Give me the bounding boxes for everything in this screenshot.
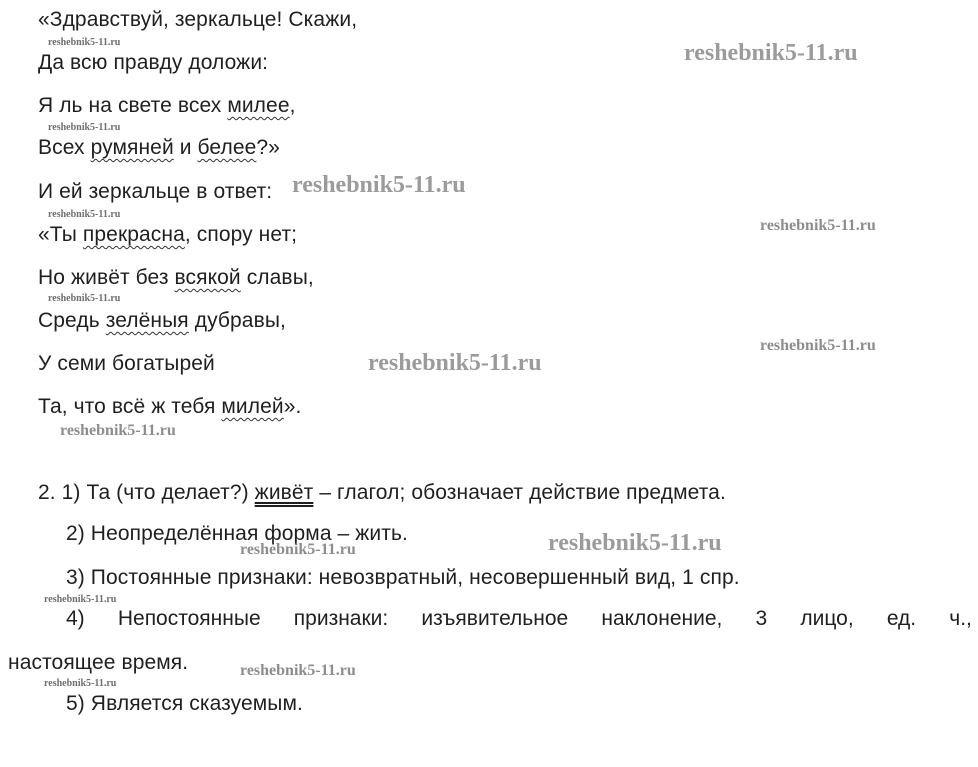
- analysis-item-4: [66, 607, 972, 631]
- text: ,: [289, 94, 296, 117]
- underlined-word: прекрасна: [82, 223, 185, 246]
- analysis-item-5: 5) Является сказуемым.: [66, 692, 303, 715]
- analysis-item-2: 2) Неопределённая форма – жить.: [66, 522, 408, 545]
- analysis-item-1: [38, 481, 726, 505]
- underlined-word: милее: [227, 94, 290, 117]
- poem-line-9: У семи богатырей: [38, 352, 215, 375]
- word: 4): [66, 607, 85, 630]
- watermark: reshebnik5-11.ru: [684, 40, 858, 66]
- word: ч.,: [949, 607, 972, 630]
- watermark: reshebnik5-11.ru: [48, 293, 121, 304]
- predicate-word: живёт: [254, 481, 314, 504]
- text: и: [173, 136, 198, 159]
- poem-line-3: [38, 94, 296, 118]
- poem-line-5: И ей зеркальце в ответ:: [38, 180, 273, 203]
- text: 2. 1) Та (что делает?): [38, 481, 255, 504]
- text: Я ль на свете всех: [38, 94, 228, 117]
- underlined-word: милей: [221, 395, 284, 418]
- poem-line-2: Да всю правду доложи:: [38, 51, 269, 74]
- text: Всех: [38, 136, 91, 159]
- text: ?»: [256, 136, 280, 159]
- underlined-word: всякой: [174, 266, 241, 289]
- watermark: reshebnik5-11.ru: [240, 662, 356, 679]
- poem-line-7: [38, 266, 314, 290]
- watermark: reshebnik5-11.ru: [760, 217, 876, 234]
- watermark: reshebnik5-11.ru: [48, 37, 121, 48]
- watermark: reshebnik5-11.ru: [48, 209, 121, 220]
- underlined-word: зелёныя: [105, 309, 189, 332]
- watermark: reshebnik5-11.ru: [44, 594, 117, 605]
- watermark: reshebnik5-11.ru: [48, 122, 121, 133]
- text: Та, что всё ж тебя: [38, 395, 222, 418]
- word: лицо,: [800, 607, 854, 630]
- word: изъявительное: [421, 607, 569, 630]
- watermark: reshebnik5-11.ru: [292, 172, 466, 198]
- underlined-word: румяней: [90, 136, 174, 159]
- text: «Ты: [38, 223, 83, 246]
- poem-line-10: [38, 395, 301, 419]
- poem-line-4: [38, 136, 280, 160]
- text: – глагол; обозначает действие предмета.: [313, 481, 726, 504]
- watermark: reshebnik5-11.ru: [44, 678, 117, 689]
- text: ».: [283, 395, 302, 418]
- analysis-item-4-continued: настоящее время.: [8, 651, 189, 674]
- watermark: reshebnik5-11.ru: [760, 337, 876, 354]
- analysis-item-3: 3) Постоянные признаки: невозвратный, несовершенный вид, 1 спр.: [66, 566, 740, 589]
- word: 3: [755, 607, 768, 630]
- text: славы,: [240, 266, 314, 289]
- watermark: reshebnik5-11.ru: [240, 541, 356, 558]
- word: Непостоянные: [117, 607, 261, 630]
- word: наклонение,: [601, 607, 723, 630]
- underlined-word: белее: [197, 136, 257, 159]
- text: Но живёт без: [38, 266, 175, 289]
- poem-line-1: «Здравствуй, зеркальце! Скажи,: [38, 8, 358, 31]
- watermark: reshebnik5-11.ru: [368, 350, 542, 376]
- poem-line-6: [38, 223, 297, 247]
- word: признаки:: [293, 607, 389, 630]
- word: ед.: [886, 607, 917, 630]
- text: Средь: [38, 309, 106, 332]
- watermark: reshebnik5-11.ru: [548, 530, 722, 556]
- poem-line-8: [38, 309, 286, 333]
- text: дубравы,: [188, 309, 286, 332]
- text: , спору нет;: [184, 223, 298, 246]
- watermark: reshebnik5-11.ru: [60, 422, 176, 439]
